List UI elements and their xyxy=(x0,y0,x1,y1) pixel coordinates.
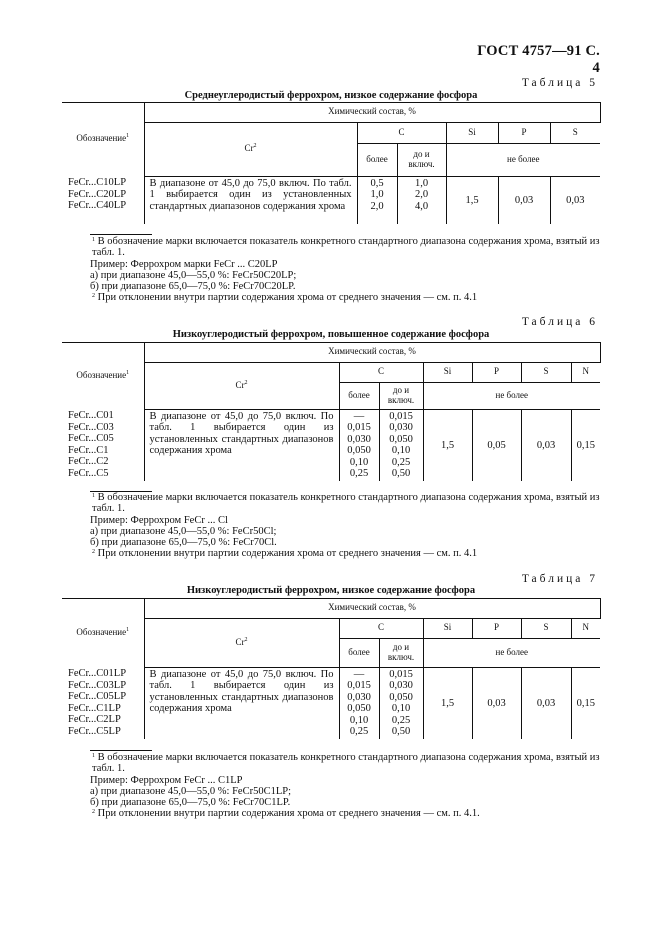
composition-header: Химический состав, % xyxy=(144,598,600,618)
c-header: C xyxy=(357,122,446,143)
si-value: 1,5 xyxy=(423,409,472,481)
grade: FeCr...C2 xyxy=(68,456,109,467)
grade: FeCr...C5 xyxy=(68,467,109,479)
grade: FeCr...C03 xyxy=(68,421,114,433)
c-upto-values: 0,015 0,030 0,050 0,10 0,25 0,50 xyxy=(379,409,423,481)
c-more-header: более xyxy=(357,143,397,176)
table-5 xyxy=(62,102,601,224)
c-upto-header: до и включ. xyxy=(379,638,423,667)
grade: FeCr...C10LP xyxy=(68,177,127,188)
grade: FeCr...C1 xyxy=(68,444,109,456)
table-6 xyxy=(62,342,601,481)
c-header: C xyxy=(339,362,423,382)
p-value: 0,03 xyxy=(472,667,521,739)
c-more-header: более xyxy=(339,382,379,409)
cr-description: В диапазоне от 45,0 до 75,0 включ. По табл. 1 выбирается один из установленных стандартных диапазонов содержания хрома xyxy=(144,409,339,481)
table-7 xyxy=(62,598,601,739)
n-header: N xyxy=(571,618,600,638)
cr-description: В диапазоне от 45,0 до 75,0 включ. По табл. 1 выбирается один из установленных стандартных диапазонов содержания хрома xyxy=(144,176,357,224)
table-5-footnotes: $^1$ В обозначение марки включается показатель конкретного стандартного диапазона содержания хрома, взятый из табл. 1. Пример: Феррохром марки FeCr ... C20LP а) при диапазоне 45,0—55,0 %: FeCr50C20LP; б) при диапазоне 65,0—75,0 %: FeCr70C20LP. $^2$ При отклонении внутри партии содержания хрома от среднего значения — см. п. 4.1 xyxy=(90,236,600,304)
s-value: 0,03 xyxy=(521,409,571,481)
c-more-header: более xyxy=(339,638,379,667)
si-header: Si xyxy=(446,122,498,143)
grade: FeCr...C2LP xyxy=(68,714,121,725)
not-more-header: не более xyxy=(446,143,600,176)
grade: FeCr...C01LP xyxy=(68,668,127,679)
cr-description: В диапазоне от 45,0 до 75,0 включ. По табл. 1 выбирается один из установленных стандартных диапазонов содержания хрома xyxy=(144,667,339,739)
table-6-footnotes: $^1$ В обозначение марки включается показатель конкретного стандартного диапазона содержания хрома, взятый из табл. 1. Пример: Феррохром FeCr ... Cl а) при диапазоне 45,0—55,0 %: FeCr50Cl; б) при диапазоне 65,0—75,0 %: FeCr70Cl. $^2$ При отклонении внутри партии содержания хрома от среднего значения — см. п. 4.1 xyxy=(90,492,600,560)
si-header: Si xyxy=(423,362,472,382)
c-more-values: — 0,015 0,030 0,050 0,10 0,25 xyxy=(339,667,379,739)
c-upto-values: 0,015 0,030 0,050 0,10 0,25 0,50 xyxy=(379,667,423,739)
grades-cell xyxy=(62,667,144,739)
p-header: P xyxy=(472,618,521,638)
grade: FeCr...C20LP xyxy=(68,188,127,200)
composition-header: Химический состав, % xyxy=(144,342,600,362)
table-6-label: Таблица 6 xyxy=(521,316,598,328)
table-5-title: Среднеуглеродистый феррохром, низкое содержание фосфора xyxy=(184,90,478,101)
si-value: 1,5 xyxy=(423,667,472,739)
composition-header: Химический состав, % xyxy=(144,102,600,122)
footnote-rule xyxy=(90,234,152,235)
p-header: P xyxy=(472,362,521,382)
cr-header: Cr$^2$ xyxy=(144,618,339,667)
n-value: 0,15 xyxy=(571,409,600,481)
grade: FeCr...C01 xyxy=(68,410,114,421)
designation-header: Обозначение$^1$ xyxy=(62,102,144,176)
grade: FeCr...C05 xyxy=(68,433,114,444)
p-header: P xyxy=(498,122,550,143)
grade: FeCr...C40LP xyxy=(68,200,127,211)
grade: FeCr...C5LP xyxy=(68,725,121,737)
table-6-title: Низкоуглеродистый феррохром, повышенное содержание фосфора xyxy=(172,329,490,340)
grade: FeCr...C1LP xyxy=(68,702,121,714)
table-7-title: Низкоуглеродистый феррохром, низкое содержание фосфора xyxy=(186,585,476,596)
s-header: S xyxy=(521,618,571,638)
table-7-label: Таблица 7 xyxy=(521,573,598,585)
n-header: N xyxy=(571,362,600,382)
table-7-footnotes: $^1$ В обозначение марки включается показатель конкретного стандартного диапазона содержания хрома, взятый из табл. 1. Пример: Феррохром FeCr ... C1LP а) при диапазоне 45,0—55,0 %: FeCr50C1LP; б) при диапазоне 65,0—75,0 %: FeCr70C1LP. $^2$ При отклонении внутри партии содержания хрома от среднего значения — см. п. 4.1. xyxy=(90,752,600,820)
grade: FeCr...C05LP xyxy=(68,691,127,702)
c-more-values: 0,5 1,0 2,0 xyxy=(357,176,397,224)
n-value: 0,15 xyxy=(571,667,600,739)
page-header: ГОСТ 4757—91 С. 4 xyxy=(477,43,600,76)
footnote-rule xyxy=(90,750,152,751)
c-upto-header: до и включ. xyxy=(397,143,446,176)
si-value: 1,5 xyxy=(446,176,498,224)
cr-header: Cr$^2$ xyxy=(144,362,339,409)
not-more-header: не более xyxy=(423,382,600,409)
c-header: C xyxy=(339,618,423,638)
c-upto-values: 1,0 2,0 4,0 xyxy=(397,176,446,224)
c-upto-header: до и включ. xyxy=(379,382,423,409)
c-more-values: — 0,015 0,030 0,050 0,10 0,25 xyxy=(339,409,379,481)
s-value: 0,03 xyxy=(550,176,600,224)
grades-cell xyxy=(62,176,144,224)
p-value: 0,03 xyxy=(498,176,550,224)
p-value: 0,05 xyxy=(472,409,521,481)
table-5-label: Таблица 5 xyxy=(521,77,598,89)
designation-header: Обозначение$^1$ xyxy=(62,342,144,409)
designation-header: Обозначение$^1$ xyxy=(62,598,144,667)
s-header: S xyxy=(521,362,571,382)
si-header: Si xyxy=(423,618,472,638)
s-value: 0,03 xyxy=(521,667,571,739)
cr-header: Cr$^2$ xyxy=(144,122,357,176)
grades-cell xyxy=(62,409,144,481)
grade: FeCr...C03LP xyxy=(68,679,127,691)
s-header: S xyxy=(550,122,600,143)
not-more-header: не более xyxy=(423,638,600,667)
